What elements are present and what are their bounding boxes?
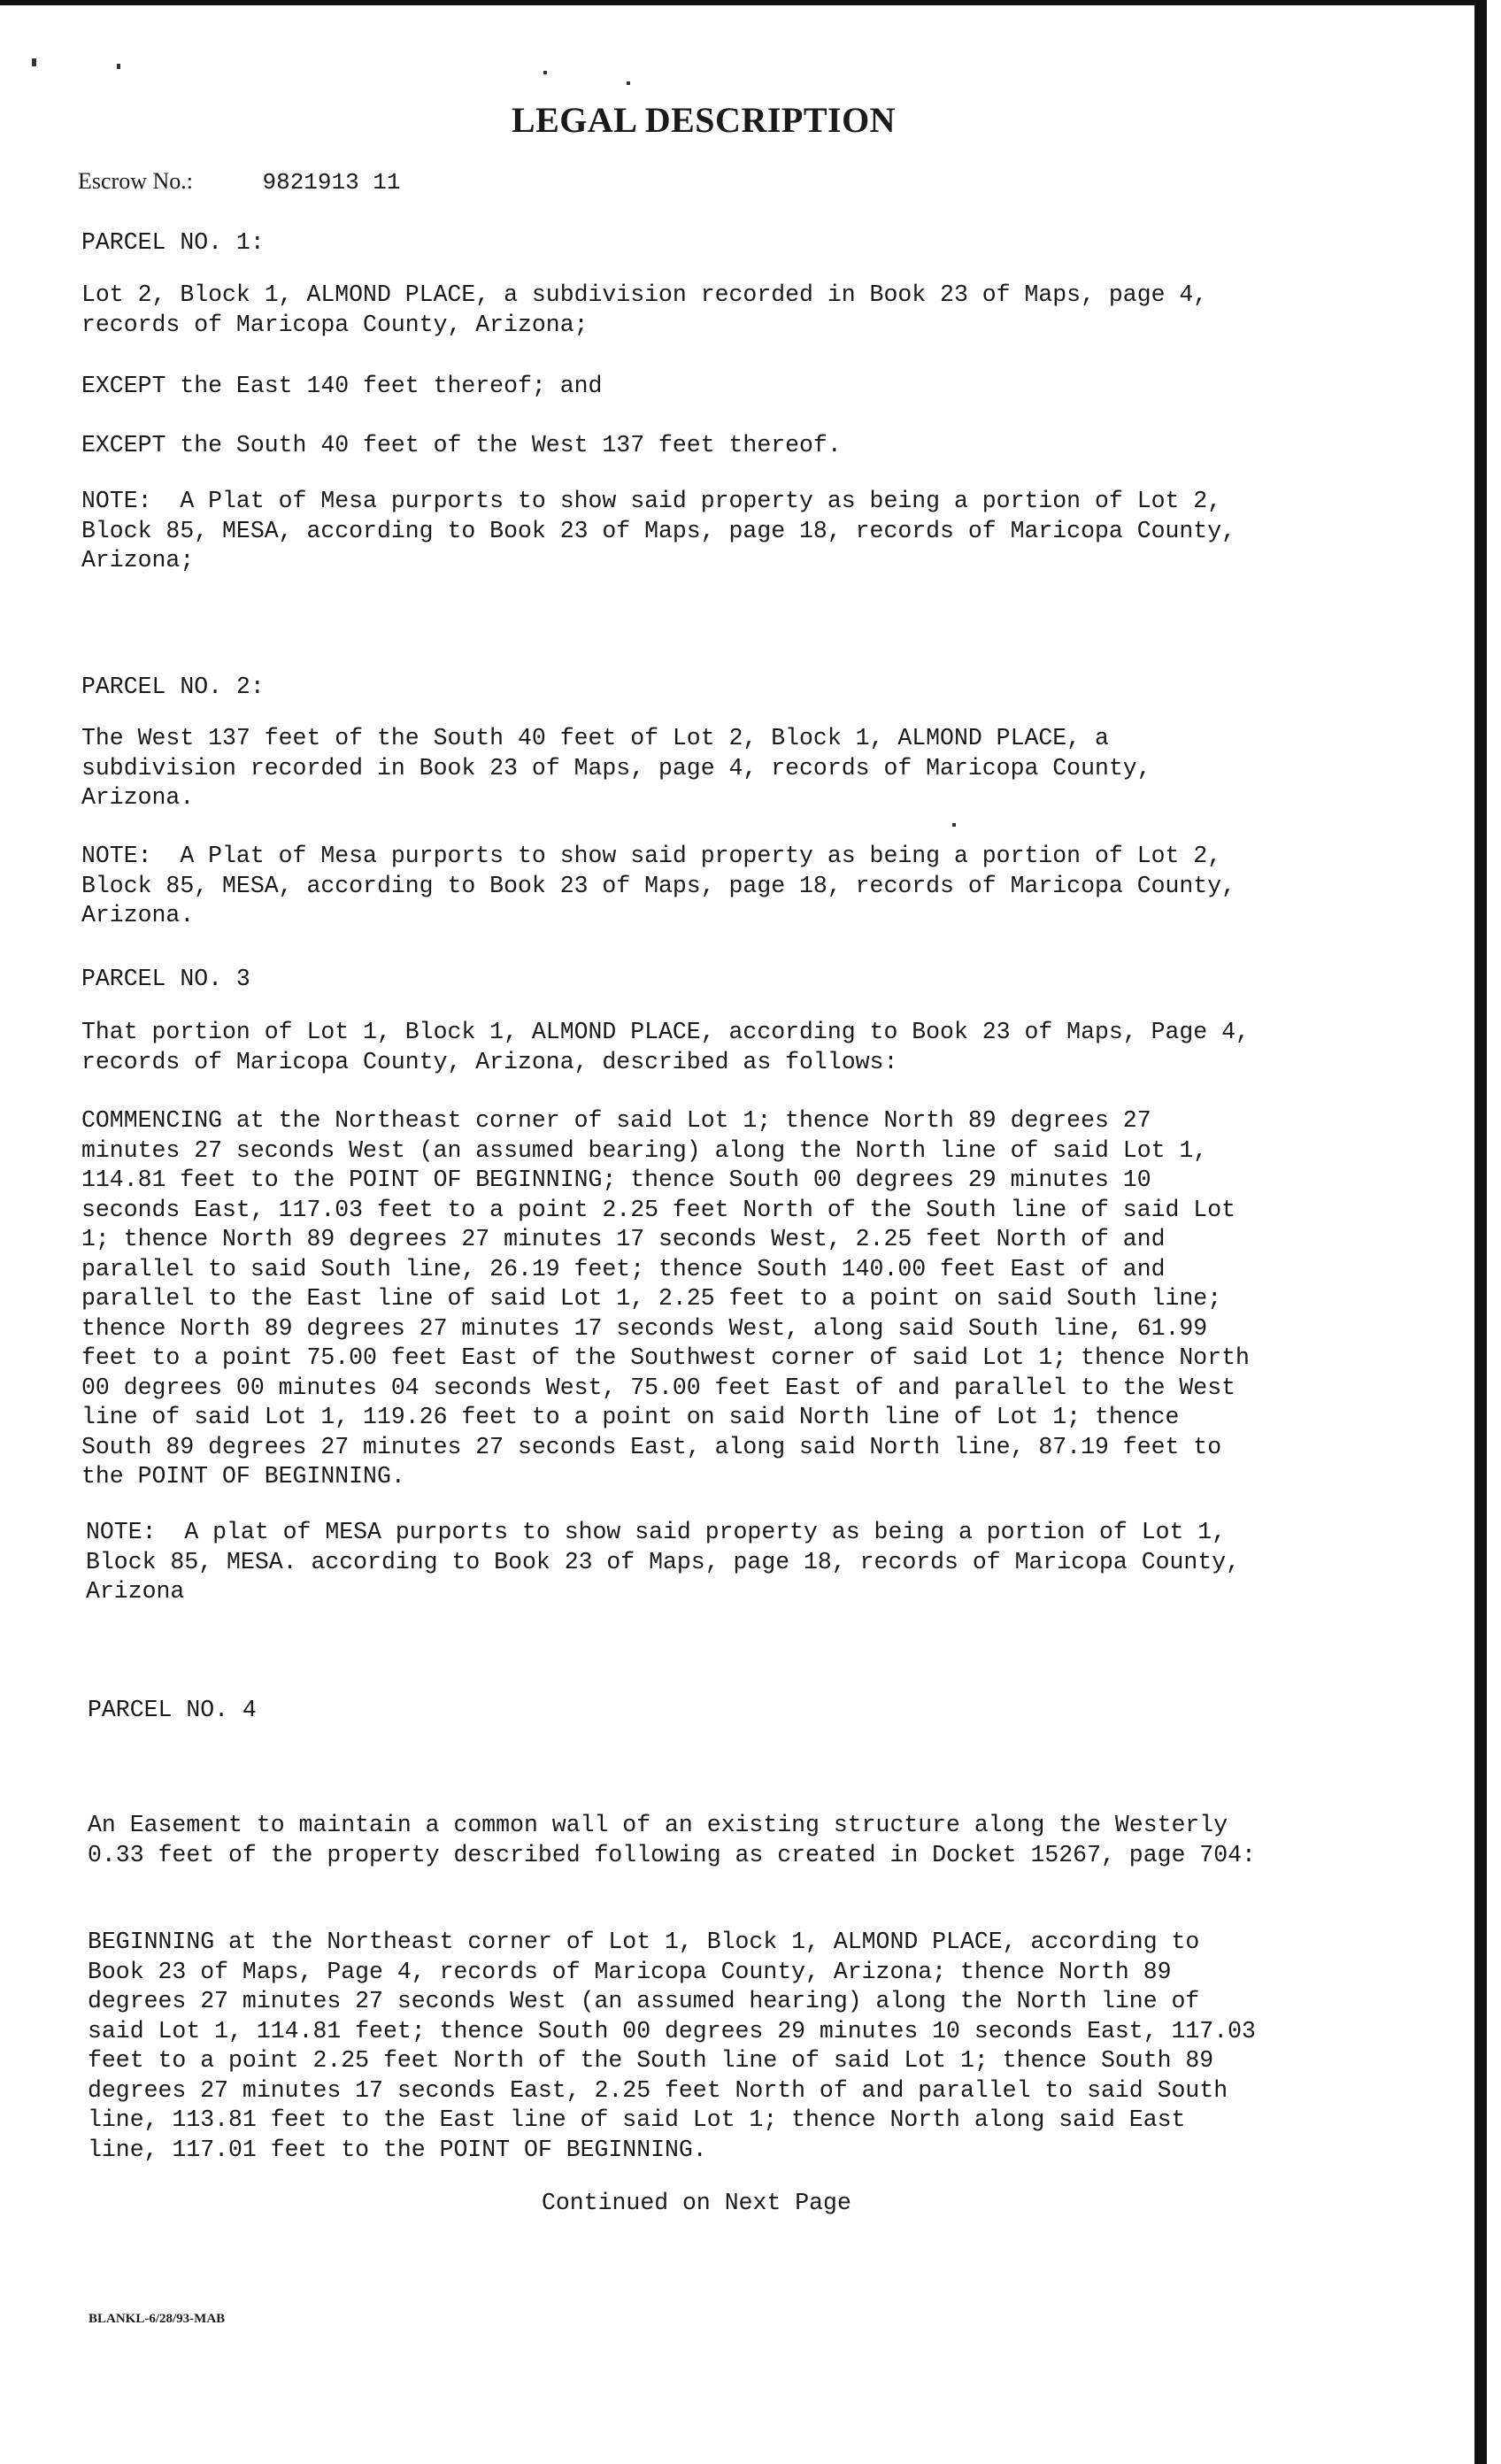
scan-speck (952, 823, 956, 827)
form-code: BLANKL-6/28/93-MAB (89, 2312, 226, 2326)
escrow-number: 9821913 11 (262, 169, 401, 196)
parcel-2-heading: PARCEL NO. 2: (81, 674, 265, 700)
escrow-number-line (78, 168, 401, 196)
parcel-1-except-east: EXCEPT the East 140 feet thereof; and (81, 373, 603, 399)
parcel-1-heading: PARCEL NO. 1: (81, 229, 265, 256)
scan-speck (543, 71, 547, 74)
scan-speck (32, 58, 36, 66)
parcel-2-description: The West 137 feet of the South 40 feet of Lot 2, Block 1, ALMOND PLACE, a subdivision recorded in Book 23 of Maps, page 4, records of Maricopa County, Arizona. (81, 725, 1151, 811)
parcel-2-note: NOTE: A Plat of Mesa purports to show said property as being a portion of Lot 2, Block 85, MESA, according to Book 23 of Maps, page 18, records of Maricopa County, Arizona. (81, 843, 1236, 928)
continued-note: Continued on Next Page (542, 2190, 851, 2216)
parcel-3-intro: That portion of Lot 1, Block 1, ALMOND PLACE, according to Book 23 of Maps, Page 4, records of Maricopa County, Arizona, described as follows: (81, 1019, 1250, 1075)
scan-speck (117, 64, 120, 69)
parcel-1-description: Lot 2, Block 1, ALMOND PLACE, a subdivision recorded in Book 23 of Maps, page 4, records of Maricopa County, Arizona; (81, 281, 1208, 338)
parcel-3-description: COMMENCING at the Northeast corner of said Lot 1; thence North 89 degrees 27 minutes 27 seconds West (an assumed bearing) along the North line of said Lot 1, 114.81 feet to the POINT OF BEGINNING; thence South 00 degrees 29 minutes 10 seconds East, 117.03 feet to a point 2.25 feet North of the South line of said Lot 1; thence North 89 degrees 27 minutes 17 seconds West, 2.25 feet North of and parallel to said South line, 26.19 feet; thence South 140.00 feet East of and parallel to the East line of said Lot 1, 2.25 feet to a point on said South line; thence North 89 degrees 27 minutes 17 seconds West, along said South line, 61.99 feet to a point 75.00 feet East of the Southwest corner of said Lot 1; thence North 00 degrees 00 minutes 04 seconds West, 75.00 feet East of and parallel to the West line of said Lot 1, 119.26 feet to a point on said North line of Lot 1; thence South 89 degrees 27 minutes 27 seconds East, along said North line, 87.19 feet to the POINT OF BEGINNING. (81, 1107, 1250, 1490)
escrow-label: Escrow No.: (78, 168, 193, 194)
parcel-3-note: NOTE: A plat of MESA purports to show said property as being a portion of Lot 1, Block 85, MESA. according to Book 23 of Maps, page 18, records of Maricopa County, Arizona (86, 1519, 1241, 1605)
parcel-4-intro: An Easement to maintain a common wall of an existing structure along the Westerly 0.33 feet of the property described following as created in Docket 15267, page 704: (88, 1812, 1256, 1868)
parcel-1-except-south: EXCEPT the South 40 feet of the West 137 feet thereof. (81, 432, 842, 458)
parcel-1-note: NOTE: A Plat of Mesa purports to show said property as being a portion of Lot 2, Block 85, MESA, according to Book 23 of Maps, page 18, records of Maricopa County, Arizona; (81, 488, 1236, 574)
parcel-3-heading: PARCEL NO. 3 (81, 966, 250, 992)
parcel-4-description: BEGINNING at the Northeast corner of Lot 1, Block 1, ALMOND PLACE, according to Book 23 of Maps, Page 4, records of Maricopa County, Arizona; thence North 89 degrees 27 minutes 27 seconds West (an assumed hearing) along the North line of said Lot 1, 114.81 feet; thence South 00 degrees 29 minutes 10 seconds East, 117.03 feet to a point 2.25 feet North of the South line of said Lot 1; thence South 89 degrees 27 minutes 17 seconds East, 2.25 feet North of and parallel to said South line, 113.81 feet to the East line of said Lot 1; thence North along said East line, 117.01 feet to the POINT OF BEGINNING. (88, 1929, 1256, 2163)
document-title: LEGAL DESCRIPTION (511, 100, 897, 140)
scan-speck (627, 81, 630, 85)
parcel-4-heading: PARCEL NO. 4 (88, 1697, 257, 1723)
